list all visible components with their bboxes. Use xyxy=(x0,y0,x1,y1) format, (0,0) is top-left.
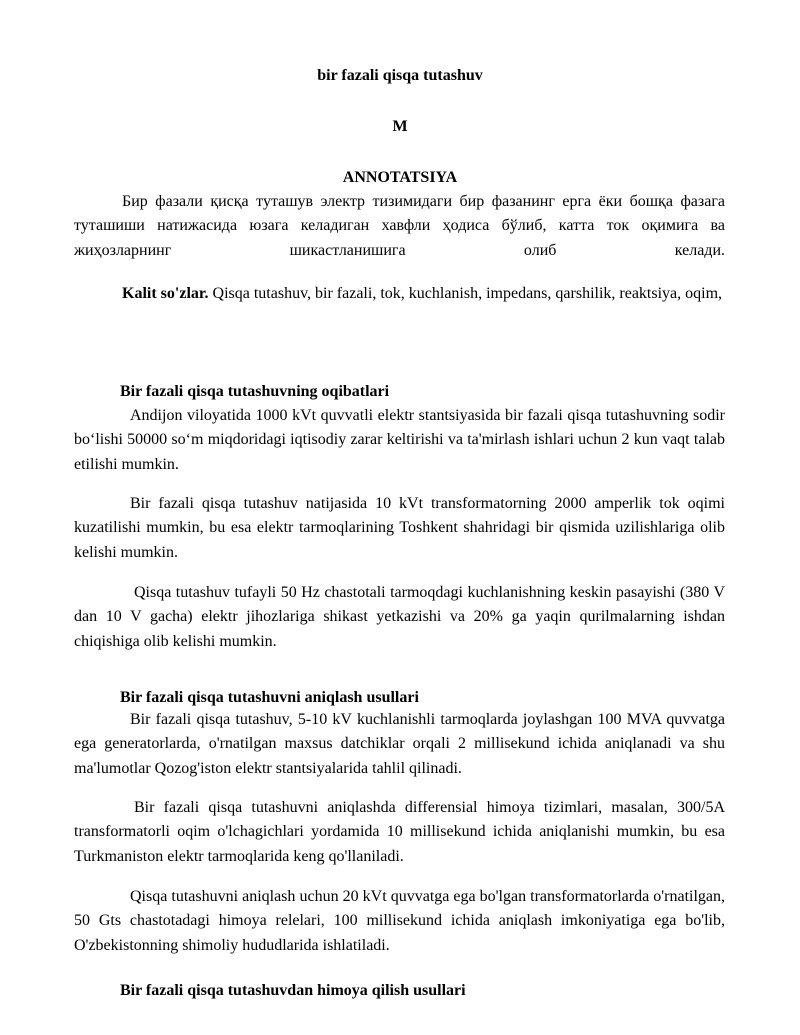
detection-paragraph-2: Bir fazali qisqa tutashuvni aniqlashda differensial himoya tizimlari, masalan, 300/5A transformatorli oqim o'lchagichlari yordamida 10 millisekund ichida aniqlanishi mumkin, bu esa Turkmaniston elektr tarmoqlarida keng qo'llaniladi. xyxy=(74,799,725,865)
section-heading-protection: Bir fazali qisqa tutashuvdan himoya qilish usullari xyxy=(120,982,466,999)
consequences-paragraph-1: Andijon viloyatida 1000 kVt quvvatli elektr stantsiyasida bir fazali qisqa tutashuvning sodir bo‘lishi 50000 so‘m miqdoridagi iqtisodiy zarar keltirishi va ta'mirlash ishlari uchun 2 kun vaqt talab etilishi mumkin. xyxy=(74,407,725,473)
detection-paragraph-3: Qisqa tutashuvni aniqlash uchun 20 kVt quvvatga ega bo'lgan transformatorlarda o'rnatilgan, 50 Gts chastotadagi himoya relelari, 100 millisekund ichida aniqlash imkoniyatiga ega bo'lib, O'zbekistonning shimoliy hududlarida ishlatiladi. xyxy=(74,888,725,954)
consequences-paragraph-3: Qisqa tutashuv tufayli 50 Hz chastotali tarmoqdagi kuchlanishning keskin pasayishi (380 V dan 10 V gacha) elektr jihozlariga shikast yetkazishi va 20% ga yaqin qurilmalarning ishdan chiqishiga olib kelishi mumkin. xyxy=(74,584,725,650)
consequences-paragraph-2: Bir fazali qisqa tutashuv natijasida 10 kVt transformatorning 2000 amperlik tok oqimi kuzatilishi mumkin, bu esa elektr tarmoqlarining Toshkent shahridagi bir qismida uzilishlariga olib kelishi mumkin. xyxy=(74,495,725,561)
annotation-heading: ANNOTATSIYA xyxy=(342,169,458,186)
document-subtitle: M xyxy=(392,118,408,135)
detection-paragraph-1: Bir fazali qisqa tutashuv, 5-10 kV kuchlanishli tarmoqlarda joylashgan 100 MVA quvvatga ega generatorlarda, o'rnatilgan maxsus datchiklar orqali 2 millisekund ichida aniqlanadi va shu ma'lumotlar Qozog'iston elektr stantsiyalarida tahlil qilinadi. xyxy=(74,711,725,777)
section-heading-detection: Bir fazali qisqa tutashuvni aniqlash usullari xyxy=(120,689,419,706)
document-title: bir fazali qisqa tutashuv xyxy=(317,67,483,84)
section-heading-consequences: Bir fazali qisqa tutashuvning oqibatlari xyxy=(120,383,390,400)
keywords-label: Kalit so'zlar. xyxy=(122,285,209,302)
keywords-paragraph xyxy=(74,282,725,306)
keywords-text: Qisqa tutashuv, bir fazali, tok, kuchlanish, impedans, qarshilik, reaktsiya, oqim, xyxy=(208,285,723,302)
annotation-paragraph: Бир фазали қисқа туташув электр тизимидаги бир фазанинг ерга ёки бошқа фазага туташиши натижасида юзага келадиган хавфли ҳодиса бўлиб, катта ток оқимига ва жиҳозларнинг шикастланишига олиб келади. xyxy=(74,193,725,259)
